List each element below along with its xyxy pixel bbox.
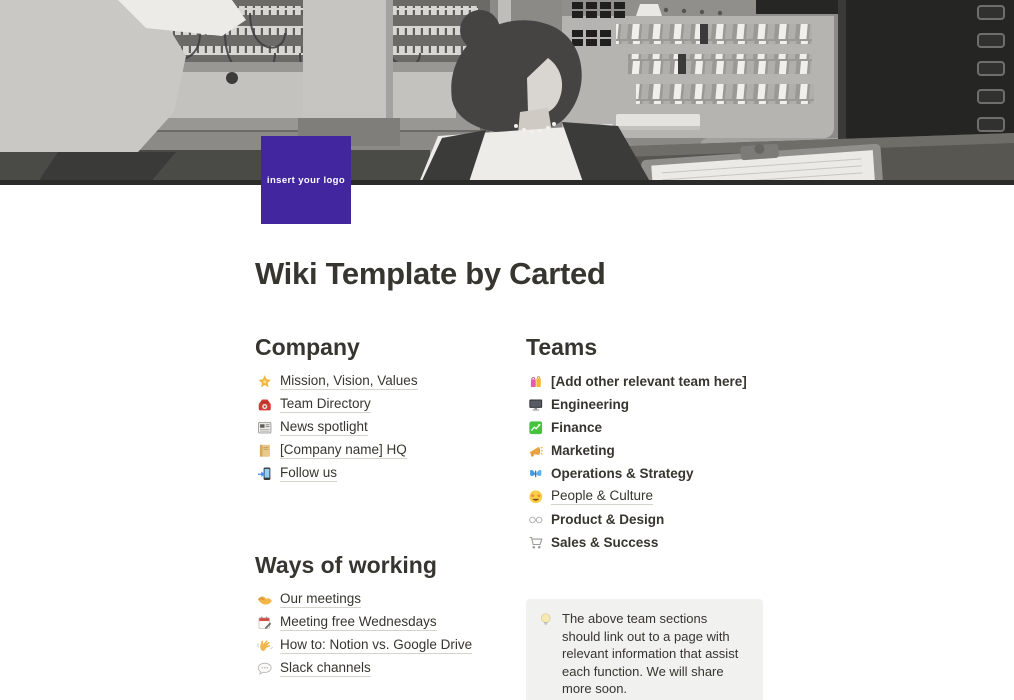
page-link-label: Team Directory	[280, 396, 371, 411]
handshake-icon	[257, 592, 273, 608]
page-link[interactable]	[257, 370, 505, 393]
page-link[interactable]	[528, 416, 786, 439]
chart-increasing-icon	[528, 420, 544, 436]
page-link-label: Operations & Strategy	[551, 465, 694, 481]
page-link-label: Our meetings	[280, 591, 362, 606]
telephone-icon	[257, 397, 273, 413]
glowing-star-icon	[257, 374, 273, 390]
page-link-label: Marketing	[551, 442, 615, 458]
speech-balloon-icon	[257, 661, 273, 677]
megaphone-icon	[528, 443, 544, 459]
page-link[interactable]	[528, 508, 786, 531]
page-link[interactable]	[528, 393, 786, 416]
page-link[interactable]	[257, 439, 505, 462]
page-link-label: Meeting free Wednesdays	[280, 614, 437, 629]
page-title[interactable]: Wiki Template by Carted	[255, 256, 606, 291]
section-teams	[526, 334, 786, 554]
page-link[interactable]	[257, 634, 515, 657]
logo-text: insert your logo	[266, 174, 346, 186]
page-link-label: [Add other relevant team here]	[551, 373, 747, 389]
page-link[interactable]	[257, 462, 505, 485]
page-link-label: People & Culture	[551, 488, 654, 503]
cover-image	[0, 0, 1014, 185]
page-link[interactable]	[257, 611, 515, 634]
light-bulb-icon	[538, 612, 554, 628]
logo-block	[261, 136, 351, 224]
mobile-phone-arrow-icon	[257, 466, 273, 482]
section-company	[255, 334, 505, 485]
star-struck-face-icon	[528, 489, 544, 505]
page-link[interactable]	[257, 416, 505, 439]
page-link[interactable]	[528, 531, 786, 554]
page-link-label: Follow us	[280, 465, 338, 480]
section-ways-of-working	[255, 552, 515, 680]
page-link[interactable]	[528, 462, 786, 485]
page-link-label: [Company name] HQ	[280, 442, 407, 457]
desktop-computer-icon	[528, 397, 544, 413]
page-link-label: Engineering	[551, 396, 630, 412]
page-link-label: Finance	[551, 419, 603, 435]
page-link-label: Slack channels	[280, 660, 371, 675]
page-link[interactable]	[528, 439, 786, 462]
callout-note[interactable]	[526, 599, 763, 700]
page-link-label: Product & Design	[551, 511, 665, 527]
page-link[interactable]	[528, 485, 786, 508]
butterfly-icon	[528, 466, 544, 482]
ways-link-list	[255, 588, 515, 680]
ways-heading[interactable]: Ways of working	[255, 552, 437, 578]
ledger-icon	[257, 443, 273, 459]
teams-link-list	[526, 370, 786, 554]
calendar-pencil-icon	[257, 615, 273, 631]
page-link-label: How to: Notion vs. Google Drive	[280, 637, 473, 652]
page-link-label: News spotlight	[280, 419, 368, 434]
teams-heading[interactable]: Teams	[526, 334, 598, 360]
page-link[interactable]	[257, 588, 515, 611]
page-link-label: Sales & Success	[551, 534, 659, 550]
company-link-list	[255, 370, 505, 485]
waving-hand-icon	[257, 638, 273, 654]
shopping-bags-icon	[528, 374, 544, 390]
page-link[interactable]	[257, 393, 505, 416]
newspaper-icon	[257, 420, 273, 436]
cover-photo-illustration	[0, 0, 1014, 185]
page-link[interactable]	[528, 370, 786, 393]
company-heading[interactable]: Company	[255, 334, 360, 360]
page-link-label: Mission, Vision, Values	[280, 373, 418, 388]
page-link[interactable]	[257, 657, 515, 680]
shopping-cart-icon	[528, 535, 544, 551]
goggles-icon	[528, 512, 544, 528]
callout-text: The above team sections should link out to a page with relevant information that assist each function. We will share more soon.	[562, 611, 739, 696]
